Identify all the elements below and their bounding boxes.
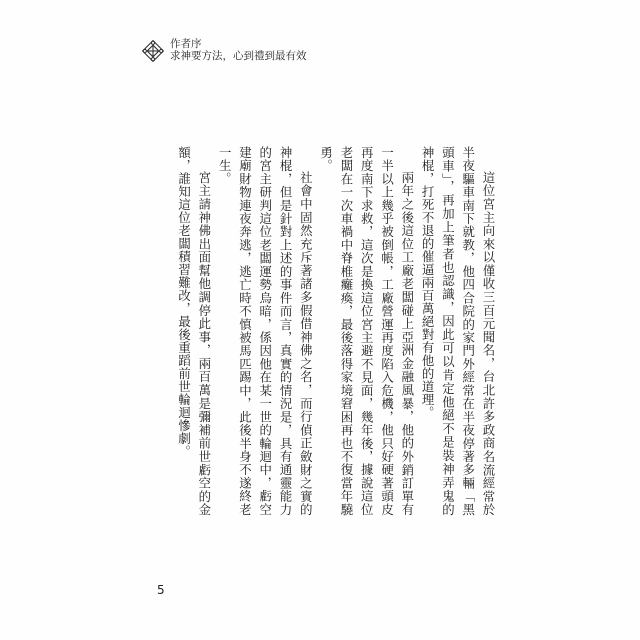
- paragraph: 兩年之後這位工廠老闆碰上亞洲金融風暴，他的外銷訂單有一半以上幾乎被倒帳，工廠營運再度陷入危機，他只好硬著頭皮再度南下求救，這次是換這位宮主避不見面，幾年後，據說這位老闆在一次車禍中脊椎癱瘓，最後落得家境窘困再也不復當年驍勇。: [318, 146, 415, 516]
- chapter-title: 求神要方法，心到禮到最有效: [170, 50, 307, 62]
- vertical-body-text: [173, 146, 498, 516]
- page-number: 5: [157, 583, 165, 597]
- paragraph: 宮主請神佛出面幫他調停此事，兩百萬是彌補前世虧空的金額，誰知這位老闆積習難改，最後重蹈前世輪迴慘劇。: [176, 146, 212, 516]
- paragraph: 這位宮主向來以僅收三百元聞名，台北許多政商名流經常於半夜驅車南下就教，他四合院的家門外經常在半夜停著多輛「黑頭車」，再加上筆者也認識，因此可以肯定他絕不是裝神弄鬼的神棍，打死不退的催逼兩百萬絕對有他的道理。: [420, 146, 496, 516]
- paragraph: 社會中固然充斥著諸多假借神佛之名，而行偵正斂財之實的神棍，但是針對上述的事件而言，真實的情況是，具有通靈能力的宮主研判這位老闆運勢烏暗，係因他在某一世的輪迴中，虧空建廟財物連夜奔逃，逃亡時不慎被馬匹踢中，此後半身不遂終老一生。: [217, 146, 314, 516]
- knot-ornament-icon: [142, 40, 164, 62]
- chapter-header: [142, 38, 307, 62]
- chapter-label: 作者序: [170, 38, 202, 50]
